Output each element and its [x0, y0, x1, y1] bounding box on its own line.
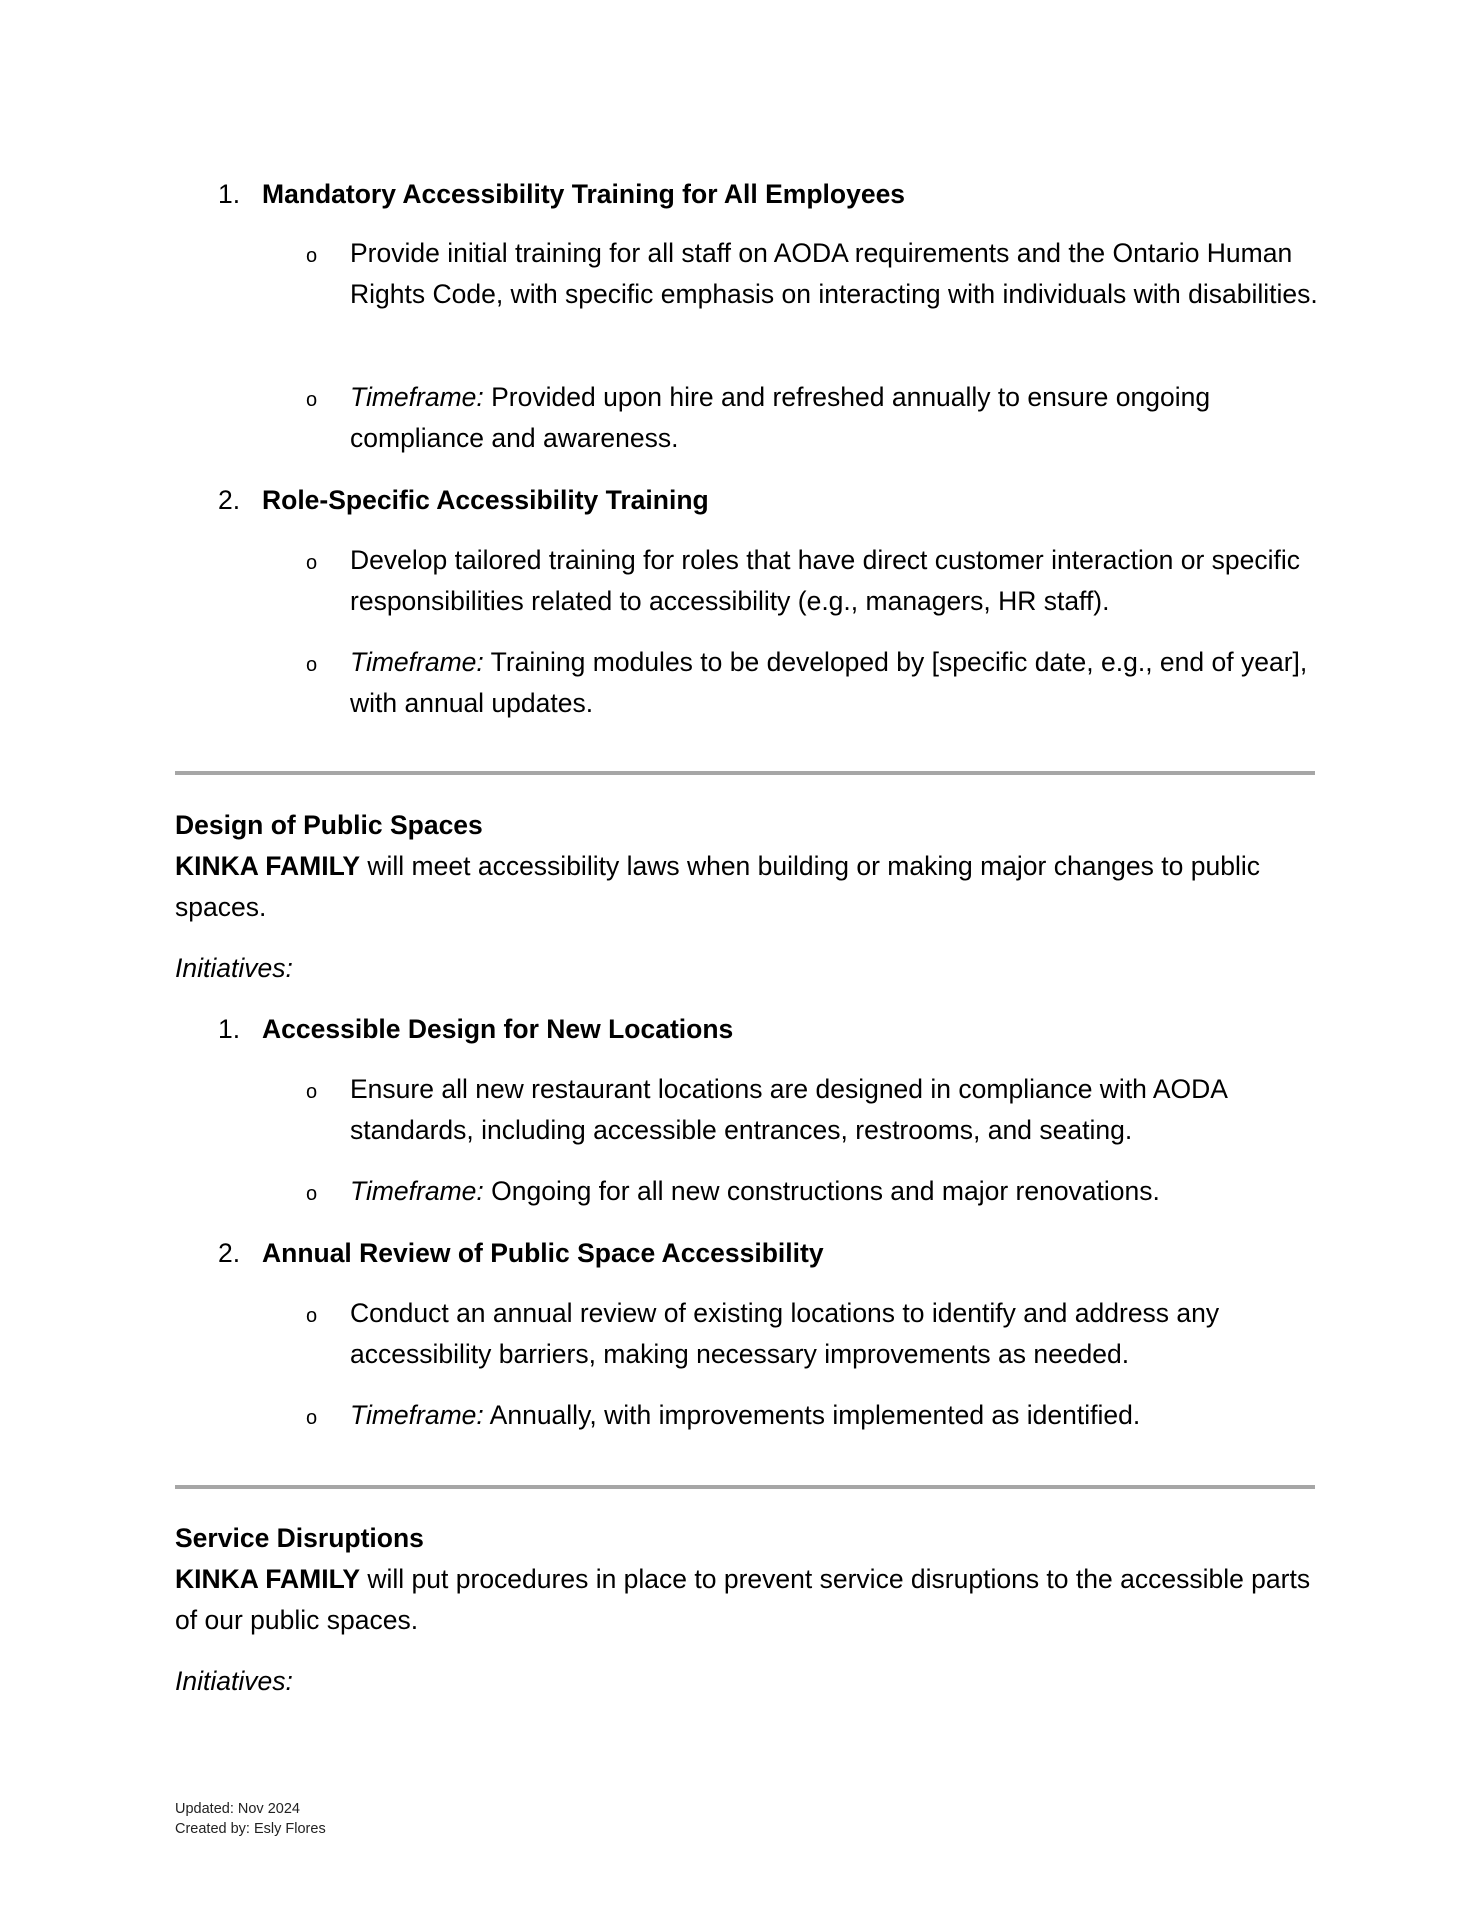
bullet-text	[350, 642, 1350, 724]
intro-text: will meet accessibility laws when building or making major changes to public spaces.	[175, 851, 1260, 922]
bullet-text: Develop tailored training for roles that have direct customer interaction or specific responsibilities related to accessibility (e.g., managers, HR staff).	[350, 545, 1301, 616]
bullet-icon: o	[306, 1081, 318, 1103]
section-title: Design of Public Spaces	[175, 810, 483, 840]
org-name: KINKA FAMILY	[175, 1564, 361, 1594]
list-heading: Role-Specific Accessibility Training	[262, 485, 709, 515]
bullet-text: Ensure all new restaurant locations are designed in compliance with AODA standards, including accessible entrances, restrooms, and seating.	[350, 1074, 1227, 1145]
timeframe-label: Timeframe:	[350, 1176, 484, 1206]
section-divider	[175, 1485, 1315, 1489]
timeframe-text: Annually, with improvements implemented as identified.	[483, 1400, 1141, 1430]
section-title: Service Disruptions	[175, 1523, 424, 1553]
bullet-icon: o	[306, 654, 318, 676]
bullet-text	[350, 377, 1350, 459]
bullet-icon: o	[306, 1183, 318, 1205]
intro-text: will put procedures in place to prevent service disruptions to the accessible parts of our public spaces.	[175, 1564, 1311, 1635]
section-divider	[175, 771, 1315, 775]
timeframe-text: Provided upon hire and refreshed annually to ensure ongoing compliance and awareness.	[350, 382, 1211, 453]
bullet-icon: o	[306, 389, 318, 411]
bullet-text	[350, 1395, 1350, 1436]
section-intro	[175, 846, 1325, 928]
list-number: 2.	[218, 1238, 241, 1268]
list-heading: Annual Review of Public Space Accessibility	[262, 1238, 824, 1268]
list-number: 1.	[218, 179, 241, 209]
org-name: KINKA FAMILY	[175, 851, 361, 881]
timeframe-text: Training modules to be developed by [specific date, e.g., end of year], with annual updates.	[350, 647, 1308, 718]
bullet-icon: o	[306, 1305, 318, 1327]
list-heading: Mandatory Accessibility Training for All Employees	[262, 179, 906, 209]
bullet-text: Provide initial training for all staff on AODA requirements and the Ontario Human Rights Code, with specific emphasis on interacting with individuals with disabilities.	[350, 238, 1318, 309]
timeframe-label: Timeframe:	[350, 647, 484, 677]
timeframe-text: Ongoing for all new constructions and major renovations.	[483, 1176, 1160, 1206]
list-number: 1.	[218, 1014, 241, 1044]
timeframe-label: Timeframe:	[350, 382, 484, 412]
initiatives-label: Initiatives:	[175, 1666, 293, 1696]
initiatives-label: Initiatives:	[175, 953, 293, 983]
timeframe-label: Timeframe:	[350, 1400, 484, 1430]
bullet-icon: o	[306, 552, 318, 574]
section-intro	[175, 1559, 1325, 1641]
footer-updated: Updated: Nov 2024	[175, 1801, 300, 1817]
bullet-text	[350, 1171, 1350, 1212]
bullet-text: Conduct an annual review of existing locations to identify and address any accessibility barriers, making necessary improvements as needed.	[350, 1298, 1220, 1369]
footer-created: Created by: Esly Flores	[175, 1821, 326, 1837]
list-number: 2.	[218, 485, 241, 515]
bullet-icon: o	[306, 1407, 318, 1429]
list-heading: Accessible Design for New Locations	[262, 1014, 734, 1044]
bullet-icon: o	[306, 245, 318, 267]
